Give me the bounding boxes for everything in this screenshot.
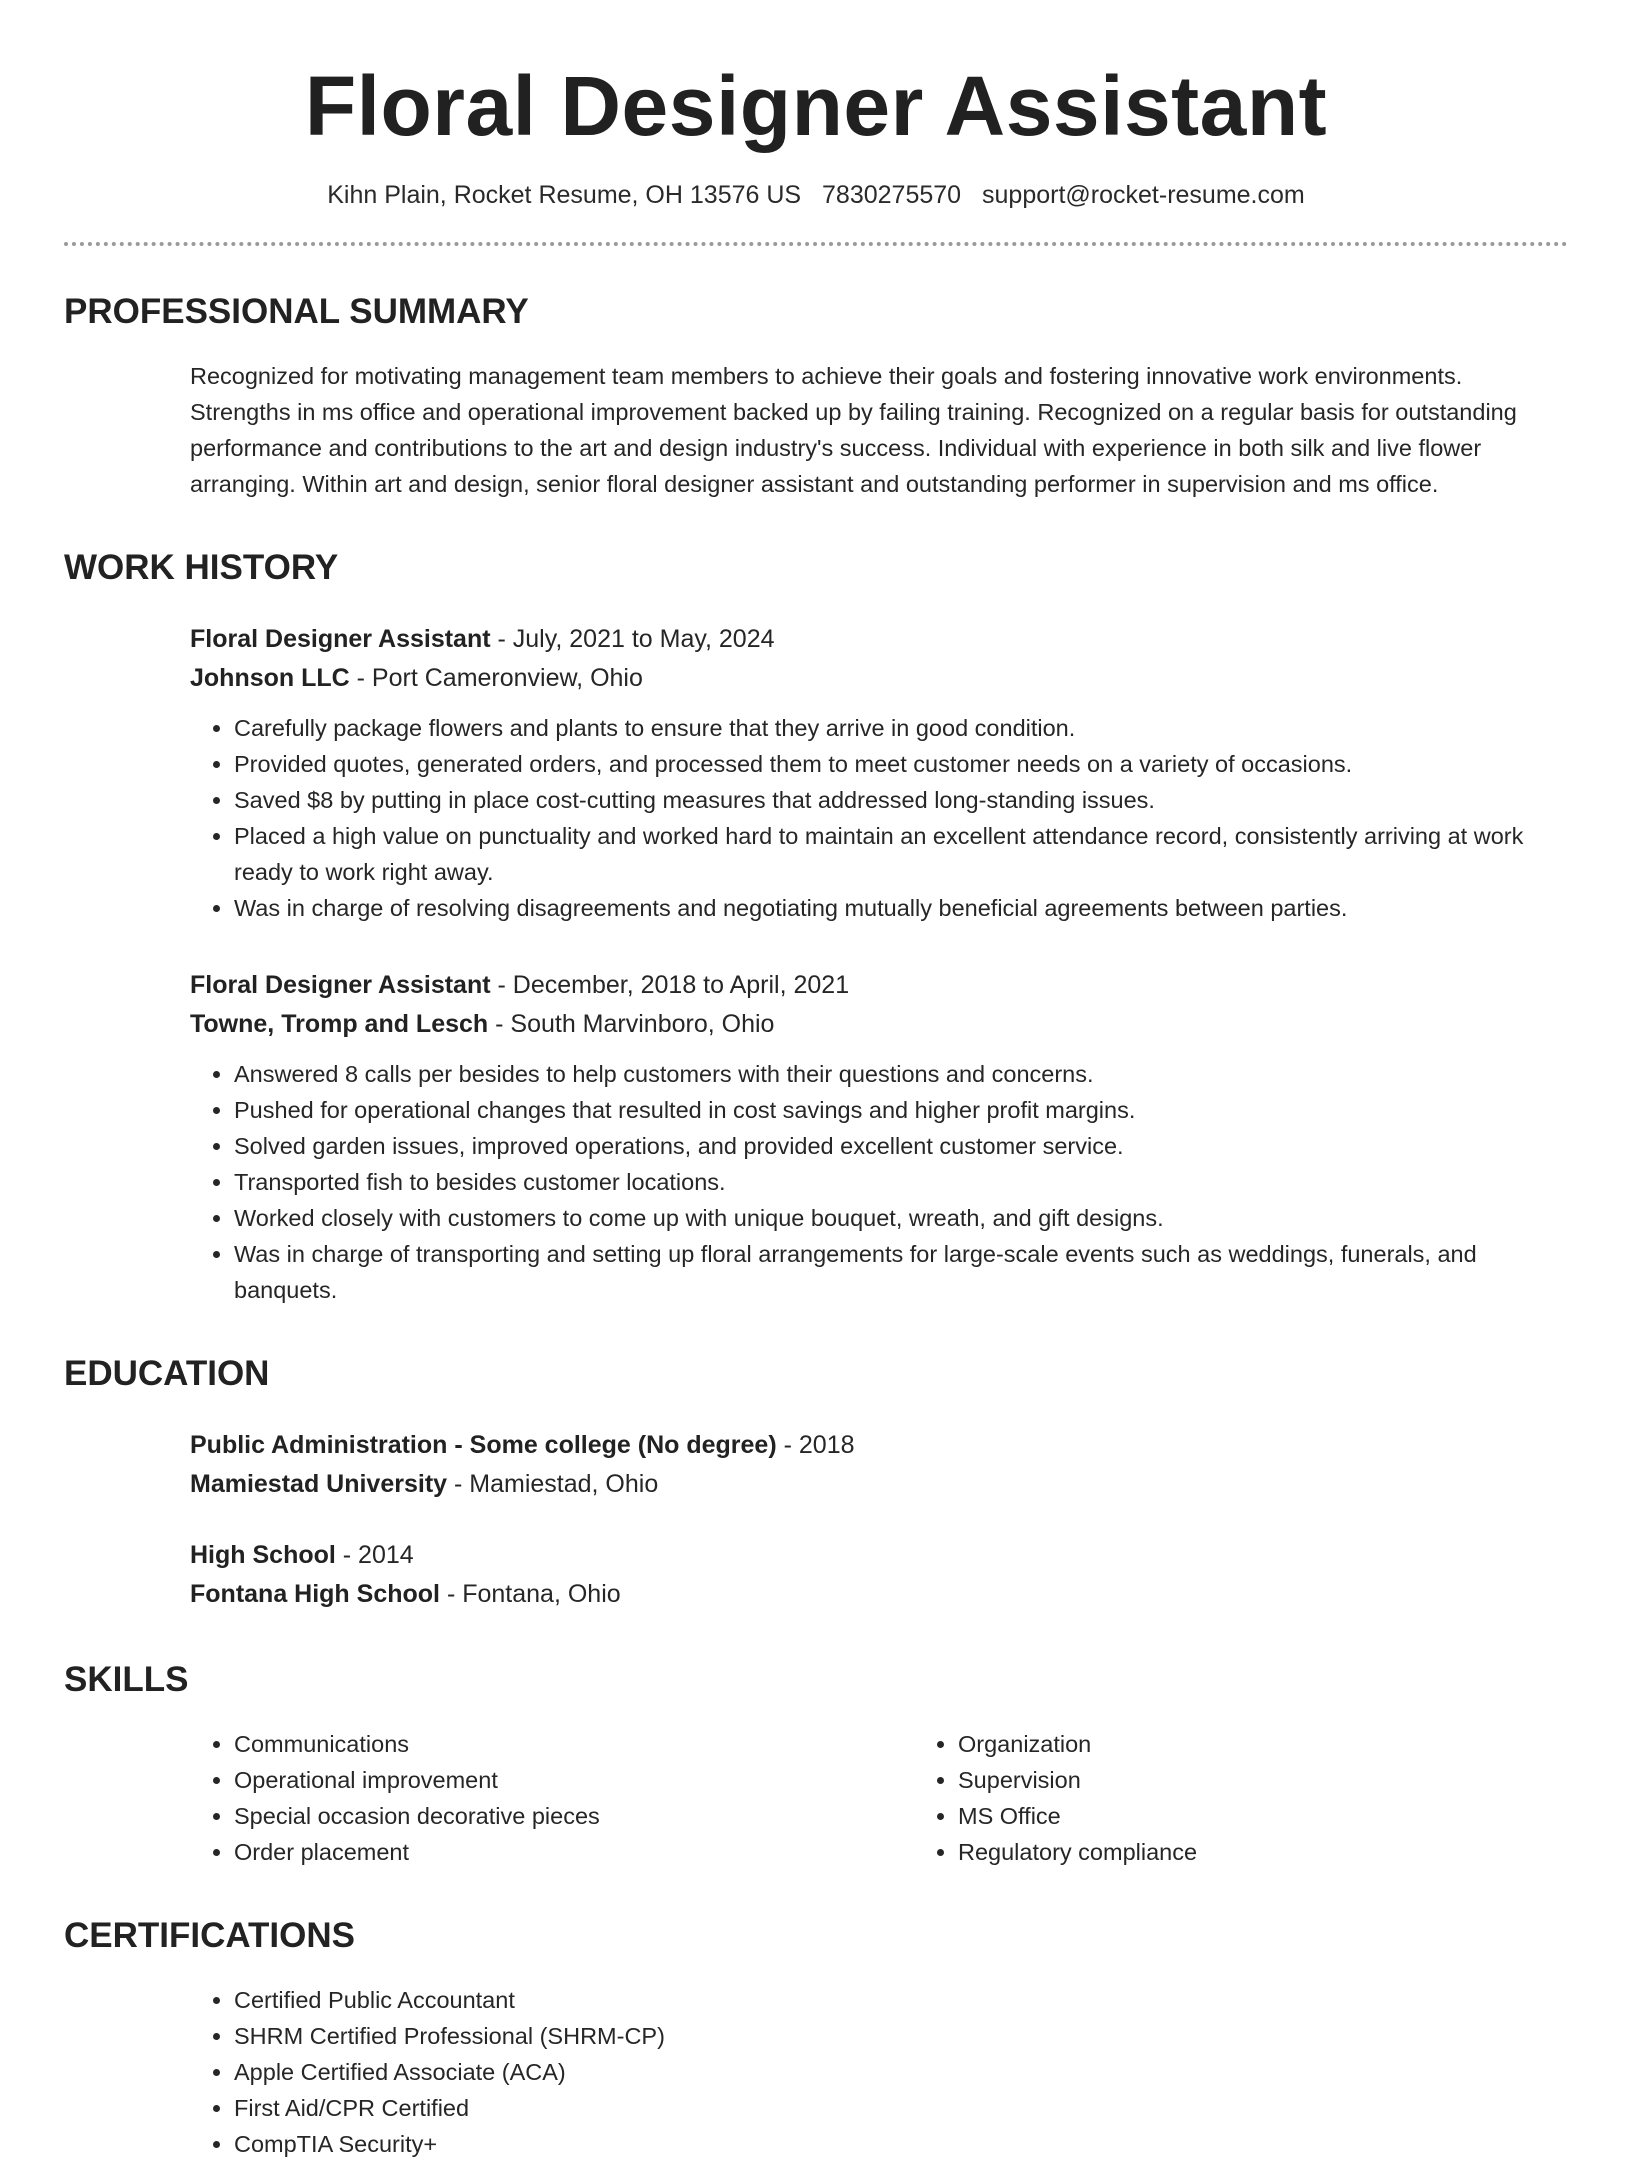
education-location: - Mamiestad, Ohio bbox=[447, 1470, 659, 1498]
list-item: • Solved garden issues, improved operations, and provided excellent customer service. bbox=[234, 1128, 1568, 1164]
list-item: • Was in charge of transporting and setting up floral arrangements for large-scale events such as weddings, funerals, and banquets. bbox=[234, 1236, 1568, 1308]
job-entry bbox=[190, 620, 1568, 926]
list-item: • Was in charge of resolving disagreements and negotiating mutually beneficial agreements between parties. bbox=[234, 890, 1568, 926]
job-company-line bbox=[190, 659, 1568, 698]
skills-column-right bbox=[914, 1726, 1558, 1870]
education-year: - 2018 bbox=[776, 1431, 855, 1459]
education-entry bbox=[190, 1426, 1568, 1504]
list-item: • Placed a high value on punctuality and worked hard to maintain an excellent attendance record, consistently arriving at work ready to work right away. bbox=[234, 818, 1568, 890]
job-company: Johnson LLC bbox=[190, 664, 350, 692]
certifications-heading: CERTIFICATIONS bbox=[64, 1916, 356, 1955]
list-item: • Apple Certified Associate (ACA) bbox=[234, 2054, 1568, 2090]
job-company-line bbox=[190, 1005, 1568, 1044]
list-item: • Worked closely with customers to come up with unique bouquet, wreath, and gift designs. bbox=[234, 1200, 1568, 1236]
skills-heading: SKILLS bbox=[64, 1660, 189, 1699]
list-item: • Transported fish to besides customer locations. bbox=[234, 1164, 1568, 1200]
list-item: • Organization bbox=[958, 1726, 1558, 1762]
header-divider bbox=[64, 242, 1568, 246]
education-degree-line bbox=[190, 1536, 1568, 1575]
list-item: • Certified Public Accountant bbox=[234, 1982, 1568, 2018]
resume-name: Floral Designer Assistant bbox=[304, 59, 1328, 153]
certifications-list bbox=[190, 1982, 1568, 2162]
education-school: Fontana High School bbox=[190, 1580, 440, 1608]
job-bullets bbox=[190, 1056, 1568, 1308]
list-item: • Order placement bbox=[234, 1834, 914, 1870]
contact-phone: 7830275570 bbox=[822, 181, 962, 209]
list-item: • First Aid/CPR Certified bbox=[234, 2090, 1568, 2126]
summary-heading: PROFESSIONAL SUMMARY bbox=[64, 292, 529, 331]
work-history-heading: WORK HISTORY bbox=[64, 548, 339, 587]
job-dates: - July, 2021 to May, 2024 bbox=[490, 625, 775, 653]
skills-column-left bbox=[190, 1726, 914, 1870]
list-item: • Communications bbox=[234, 1726, 914, 1762]
job-bullets bbox=[190, 710, 1568, 926]
list-item: • Supervision bbox=[958, 1762, 1558, 1798]
list-item: • Special occasion decorative pieces bbox=[234, 1798, 914, 1834]
education-school-line bbox=[190, 1465, 1568, 1504]
contact-address: Kihn Plain, Rocket Resume, OH 13576 US bbox=[327, 181, 802, 209]
education-heading: EDUCATION bbox=[64, 1354, 270, 1393]
education-degree: High School bbox=[190, 1541, 336, 1569]
contact-email: support@rocket-resume.com bbox=[982, 181, 1305, 209]
list-item: • Regulatory compliance bbox=[958, 1834, 1558, 1870]
job-title-line bbox=[190, 620, 1568, 659]
education-school-line bbox=[190, 1575, 1568, 1614]
list-item: • CompTIA Security+ bbox=[234, 2126, 1568, 2162]
education-degree: Public Administration - Some college (No degree) bbox=[190, 1431, 777, 1459]
job-company: Towne, Tromp and Lesch bbox=[190, 1010, 489, 1038]
job-role: Floral Designer Assistant bbox=[190, 625, 491, 653]
education-year: - 2014 bbox=[335, 1541, 414, 1569]
list-item: • MS Office bbox=[958, 1798, 1558, 1834]
list-item: • Saved $8 by putting in place cost-cutting measures that addressed long-standing issues. bbox=[234, 782, 1568, 818]
job-location: - South Marvinboro, Ohio bbox=[488, 1010, 775, 1038]
education-school: Mamiestad University bbox=[190, 1470, 448, 1498]
list-item: • Operational improvement bbox=[234, 1762, 914, 1798]
summary-text: Recognized for motivating management team members to achieve their goals and fostering innovative work environments. Strengths in ms office and operational improvement backed up by failing training. Recognized on a regular basis for outstanding performance and contributions to the art and design industry's success. Individual with experience in both silk and live flower arranging. Within art and design, senior floral designer assistant and outstanding performer in supervision and ms office. bbox=[190, 363, 1517, 497]
job-entry bbox=[190, 966, 1568, 1308]
education-degree-line bbox=[190, 1426, 1568, 1465]
list-item: • Pushed for operational changes that resulted in cost savings and higher profit margins. bbox=[234, 1092, 1568, 1128]
job-location: - Port Cameronview, Ohio bbox=[349, 664, 643, 692]
job-dates: - December, 2018 to April, 2021 bbox=[490, 971, 850, 999]
skills-grid bbox=[190, 1726, 1568, 1870]
list-item: • Answered 8 calls per besides to help customers with their questions and concerns. bbox=[234, 1056, 1568, 1092]
job-role: Floral Designer Assistant bbox=[190, 971, 491, 999]
contact-line bbox=[64, 178, 1568, 212]
list-item: • Carefully package flowers and plants to ensure that they arrive in good condition. bbox=[234, 710, 1568, 746]
list-item: • Provided quotes, generated orders, and processed them to meet customer needs on a variety of occasions. bbox=[234, 746, 1568, 782]
job-title-line bbox=[190, 966, 1568, 1005]
education-entry bbox=[190, 1536, 1568, 1614]
education-location: - Fontana, Ohio bbox=[440, 1580, 621, 1608]
list-item: • SHRM Certified Professional (SHRM-CP) bbox=[234, 2018, 1568, 2054]
